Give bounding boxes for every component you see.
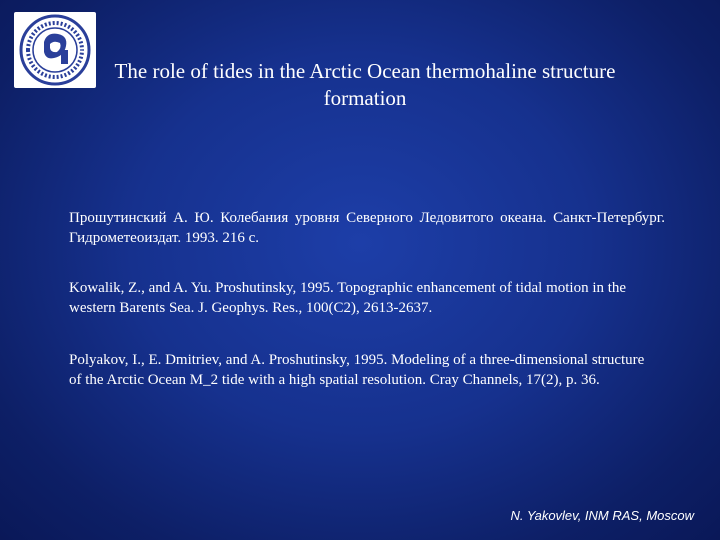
- slide-title: The role of tides in the Arctic Ocean thermohaline structure formation: [114, 59, 616, 110]
- institute-logo: [14, 12, 96, 88]
- reference-item-2: Kowalik, Z., and A. Yu. Proshutinsky, 1995. Topographic enhancement of tidal motion in the western Barents Sea. J. Geophys. Res., 100(C2), 2613-2637.: [69, 280, 627, 316]
- author-footer: N. Yakovlev, INM RAS, Moscow: [510, 508, 694, 523]
- institute-seal-icon: [14, 12, 96, 88]
- reference-item-3: Polyakov, I., E. Dmitriev, and A. Proshutinsky, 1995. Modeling of a three-dimensional structure of the Arctic Ocean M_2 tide with a high spatial resolution. Cray Channels, 17(2), p. 36.: [69, 352, 645, 388]
- reference-item-1: Прошутинский А. Ю. Колебания уровня Северного Ледовитого океана. Санкт-Петербург. Гидрометеоиздат. 1993. 216 с.: [69, 210, 665, 246]
